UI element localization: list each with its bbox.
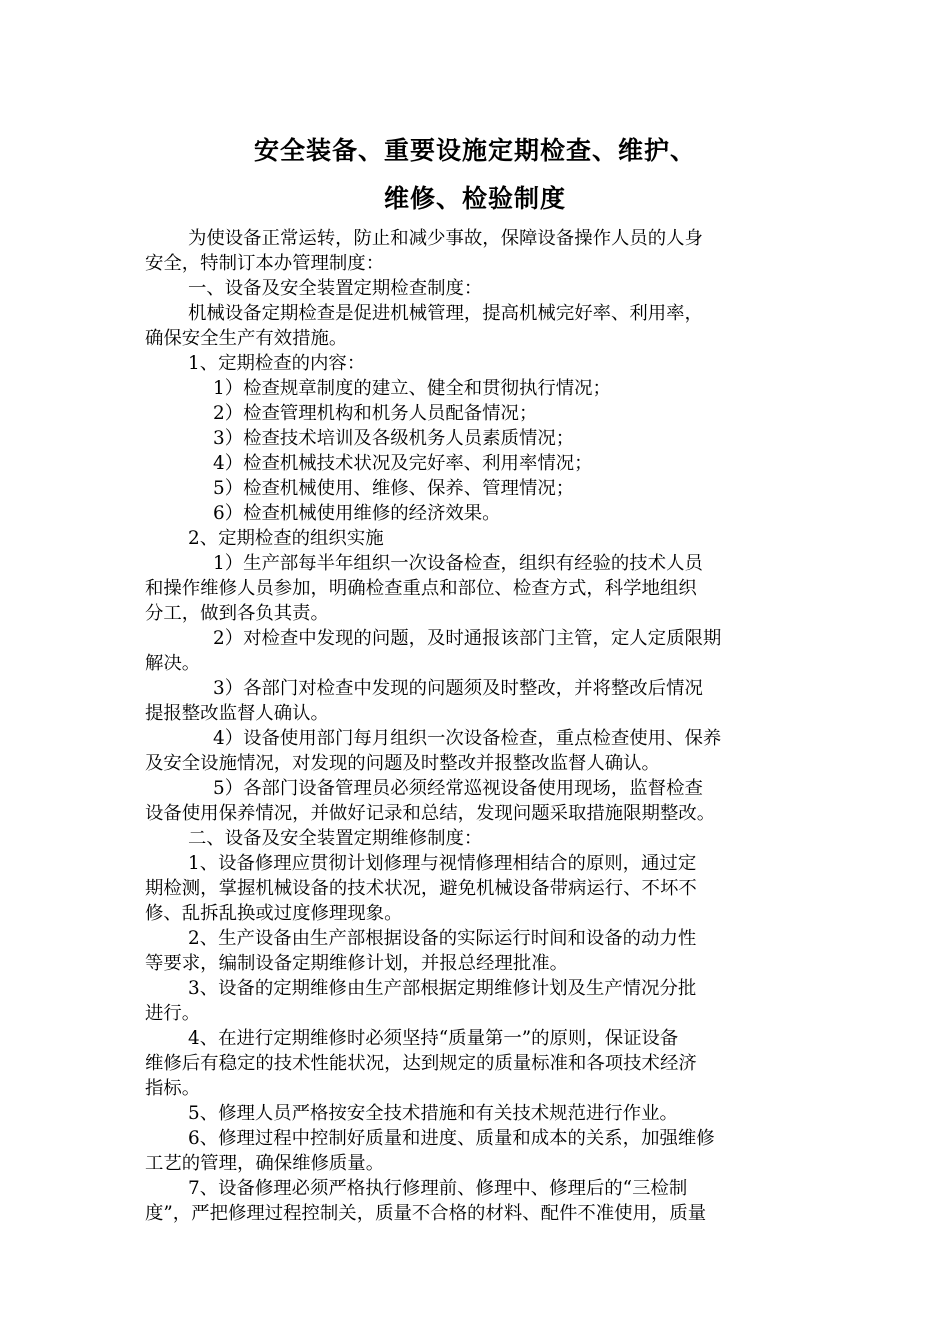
body-line: 1）检查规章制度的建立、健全和贯彻执行情况； <box>213 378 611 399</box>
body-line: 1、定期检查的内容： <box>188 353 366 374</box>
body-line: 期检测，掌握机械设备的技术状况，避免机械设备带病运行、不坏不 <box>145 878 697 899</box>
body-line: 工艺的管理，确保维修质量。 <box>145 1153 385 1174</box>
body-line: 等要求，编制设备定期维修计划，并报总经理批准。 <box>145 953 568 974</box>
body-line: 4）设备使用部门每月组织一次设备检查，重点检查使用、保养 <box>213 728 722 749</box>
body-line: 确保安全生产有效措施。 <box>145 328 348 349</box>
body-line: 二、设备及安全装置定期维修制度： <box>188 828 483 849</box>
body-line: 4、在进行定期维修时必须坚持“质量第一”的原则，保证设备 <box>188 1028 679 1049</box>
body-line: 解决。 <box>145 653 201 674</box>
body-line: 修、乱拆乱换或过度修理现象。 <box>145 903 403 924</box>
body-line: 指标。 <box>145 1078 201 1099</box>
body-line: 2、生产设备由生产部根据设备的实际运行时间和设备的动力性 <box>188 928 697 949</box>
body-line: 3）各部门对检查中发现的问题须及时整改，并将整改后情况 <box>213 678 703 699</box>
body-line: 维修后有稳定的技术性能状况，达到规定的质量标准和各项技术经济 <box>145 1053 697 1074</box>
body-line: 3）检查技术培训及各级机务人员素质情况； <box>213 428 575 449</box>
body-line: 和操作维修人员参加，明确检查重点和部位、检查方式，科学地组织 <box>145 578 697 599</box>
body-line: 1、设备修理应贯彻计划修理与视情修理相结合的原则，通过定 <box>188 853 697 874</box>
body-line: 5）各部门设备管理员必须经常巡视设备使用现场，监督检查 <box>213 778 703 799</box>
document-body <box>145 226 810 1226</box>
body-line: 设备使用保养情况，并做好记录和总结，发现问题采取措施限期整改。 <box>145 803 716 824</box>
body-line: 一、设备及安全装置定期检查制度： <box>188 278 483 299</box>
body-line: 5、修理人员严格按安全技术措施和有关技术规范进行作业。 <box>188 1103 678 1124</box>
document-title-line-1: 安全装备、重要设施定期检查、维护、 <box>253 136 696 165</box>
document-title-line-2: 维修、检验制度 <box>383 184 566 213</box>
body-line: 1）生产部每半年组织一次设备检查，组织有经验的技术人员 <box>213 553 703 574</box>
body-line: 度”，严把修理过程控制关，质量不合格的材料、配件不准使用，质量 <box>145 1203 707 1224</box>
body-line: 3、设备的定期维修由生产部根据定期维修计划及生产情况分批 <box>188 978 697 999</box>
body-line: 6、修理过程中控制好质量和进度、质量和成本的关系，加强维修 <box>188 1128 715 1149</box>
body-line: 2）检查管理机构和机务人员配备情况； <box>213 403 538 424</box>
body-line: 6）检查机械使用维修的经济效果。 <box>213 503 501 524</box>
body-line: 机械设备定期检查是促进机械管理，提高机械完好率、利用率， <box>188 303 703 324</box>
body-line: 2）对检查中发现的问题，及时通报该部门主管，定人定质限期 <box>213 628 722 649</box>
body-line: 2、定期检查的组织实施 <box>188 528 384 549</box>
body-line: 进行。 <box>145 1003 201 1024</box>
body-line: 5）检查机械使用、维修、保养、管理情况； <box>213 478 575 499</box>
body-line: 提报整改监督人确认。 <box>145 703 329 724</box>
body-line: 4）检查机械技术状况及完好率、利用率情况； <box>213 453 593 474</box>
body-line: 分工，做到各负其责。 <box>145 603 329 624</box>
body-line: 安全，特制订本办管理制度： <box>145 253 385 274</box>
body-line: 及安全设施情况，对发现的问题及时整改并报整改监督人确认。 <box>145 753 660 774</box>
body-line: 7、设备修理必须严格执行修理前、修理中、修理后的“三检制 <box>188 1178 688 1199</box>
body-line: 为使设备正常运转，防止和减少事故，保障设备操作人员的人身 <box>188 228 703 249</box>
